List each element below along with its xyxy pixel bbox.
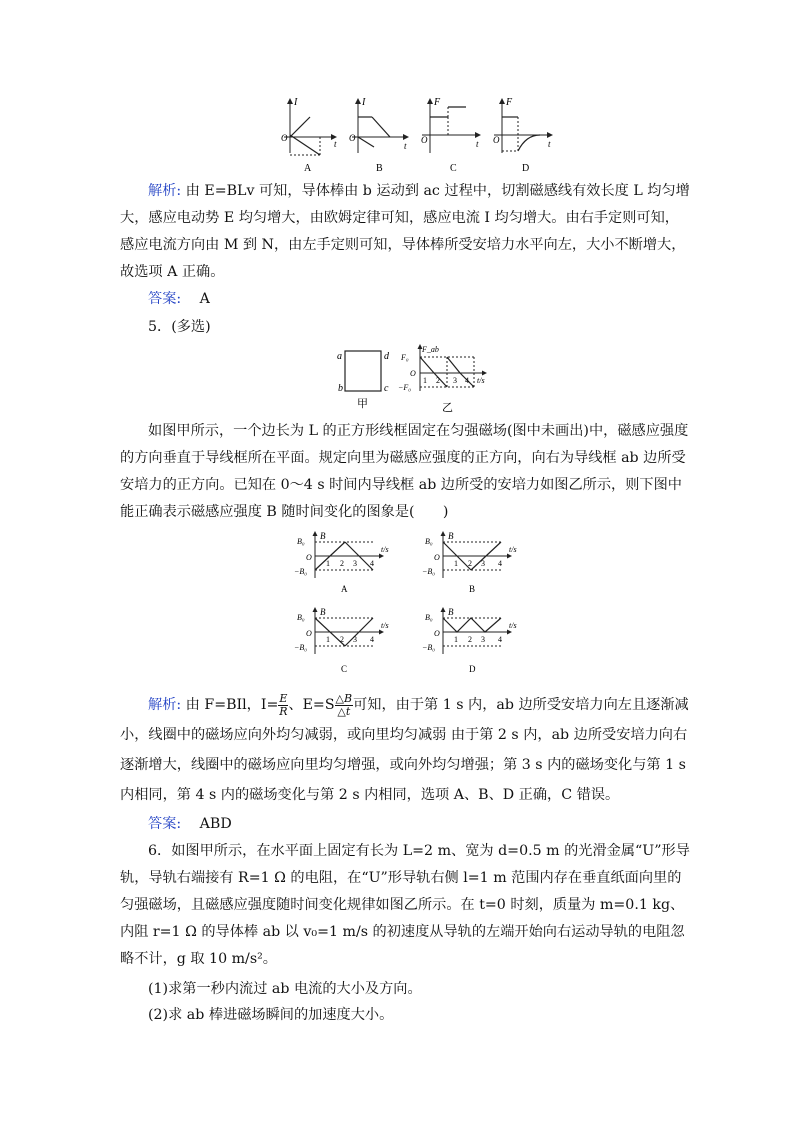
q5-analysis: 解析: 由 F=BIl，I= $\frac{E}{R}$ 、E=S $\frac{\triangle B}{\triangle t}$ 可知，由于第 1 s 内，ab 边所受安培力向左且逐渐减小，线圈中的磁场应向外均匀减弱，或向里均匀减弱 由于第 2 s 内，ab 边所受安培力向右逐渐增大，线圈中的磁场应向里均匀增强，或向外均匀增强；第 3 s 内的磁场变化与第 1 s 内相同，第 4 s 内的磁场变化与第 2 s 内相同，选项 A、B、D 正确，C 错误。 bbox=[120, 691, 689, 803]
svg-text:−B₀: −B₀ bbox=[294, 643, 308, 652]
svg-text:1: 1 bbox=[454, 635, 458, 644]
svg-text:4: 4 bbox=[370, 559, 374, 568]
caption-yi: 乙 bbox=[442, 402, 453, 414]
option-label-b: B bbox=[469, 584, 476, 594]
svg-text:O: O bbox=[306, 629, 312, 638]
q6-stem: 6．如图甲所示，在水平面上固定有长为 L=2 m、宽为 d=0.5 m 的光滑金属“U”形导轨，导轨右端接有 R=1 Ω 的电阻，在“U”形导轨右侧 l=1 m 范围内存在垂直纸面向里的匀强磁场，且磁感应强度随时间变化规律如图乙所示。在 t=0 时刻，质量为 m=0.1 kg、内阻 r=1 Ω 的导体棒 ab 以 v₀=1 m/s 的初速度从导轨的左端开始向右运动导轨的电阻忽略不计，g 取 10 m/s²。 bbox=[120, 843, 690, 967]
svg-text:F₀: F₀ bbox=[401, 353, 409, 362]
q4-analysis-text: 由 E=BLv 可知，导体棒由 b 运动到 ac 过程中，切割磁感线有效长度 L 均匀增大，感应电动势 E 均匀增大，由欧姆定律可知，感应电流 I 均匀增大。由右手定则可知，感应电流方向由 M 到 N，由左手定则可知，导体棒所受安培力水平向左，大小不断增大，故选项 A 正确。 bbox=[120, 183, 690, 280]
svg-text:−B₀: −B₀ bbox=[422, 567, 436, 576]
label-b: B bbox=[376, 163, 383, 174]
svg-text:B: B bbox=[448, 607, 454, 617]
label-d: D bbox=[522, 163, 530, 174]
svg-text:3: 3 bbox=[453, 376, 457, 385]
svg-text:O: O bbox=[493, 135, 500, 145]
top-option-graphs bbox=[270, 95, 560, 175]
svg-text:B: B bbox=[320, 531, 326, 541]
svg-text:t/s: t/s bbox=[381, 545, 389, 554]
svg-text:t: t bbox=[334, 139, 337, 149]
svg-text:2: 2 bbox=[436, 376, 440, 385]
svg-text:−B₀: −B₀ bbox=[294, 567, 308, 576]
svg-text:1: 1 bbox=[326, 559, 330, 568]
svg-text:−F₀: −F₀ bbox=[398, 383, 412, 392]
analysis-label: 解析: bbox=[148, 183, 182, 199]
graph-c bbox=[421, 97, 480, 174]
axis-label-f: F bbox=[434, 97, 441, 108]
q4-answer bbox=[148, 287, 210, 311]
svg-text:O: O bbox=[434, 629, 440, 638]
svg-text:B₀: B₀ bbox=[297, 613, 305, 622]
svg-text:b: b bbox=[338, 383, 343, 394]
option-graph-b bbox=[422, 531, 517, 594]
svg-text:F_ab: F_ab bbox=[422, 345, 439, 354]
option-graph-a bbox=[294, 531, 389, 594]
svg-text:O: O bbox=[421, 135, 428, 145]
svg-text:2: 2 bbox=[340, 559, 344, 568]
svg-text:1: 1 bbox=[423, 376, 427, 385]
svg-text:t: t bbox=[404, 141, 407, 151]
option-label-a: A bbox=[341, 584, 348, 594]
caption-jia: 甲 bbox=[357, 398, 368, 410]
label-c: C bbox=[450, 163, 457, 174]
svg-text:c: c bbox=[384, 383, 389, 394]
answer-label: 答案: bbox=[148, 291, 182, 307]
svg-text:−B₀: −B₀ bbox=[422, 643, 436, 652]
svg-text:O: O bbox=[349, 133, 356, 143]
svg-text:I: I bbox=[362, 97, 366, 108]
svg-text:4: 4 bbox=[370, 635, 374, 644]
svg-text:t: t bbox=[548, 139, 551, 149]
svg-text:B₀: B₀ bbox=[297, 537, 305, 546]
svg-text:3: 3 bbox=[353, 635, 357, 644]
q5-heading: 5．(多选) bbox=[148, 319, 211, 335]
option-label-d: D bbox=[469, 664, 476, 674]
svg-text:O: O bbox=[410, 369, 416, 378]
q5-option-graphs bbox=[293, 530, 533, 680]
answer-label: 答案: bbox=[148, 816, 182, 832]
svg-text:t: t bbox=[476, 139, 479, 149]
svg-text:d: d bbox=[384, 351, 389, 362]
option-graph-d bbox=[422, 607, 517, 674]
answer-value: A bbox=[199, 291, 210, 307]
svg-text:3: 3 bbox=[481, 559, 485, 568]
svg-text:4: 4 bbox=[498, 559, 502, 568]
svg-text:O: O bbox=[434, 553, 440, 562]
svg-text:O: O bbox=[281, 133, 288, 143]
fraction-dphi-over-dt: $\frac{\triangle B}{\triangle t}$ bbox=[335, 691, 353, 718]
svg-text:3: 3 bbox=[481, 635, 485, 644]
q5-stem: 如图甲所示，一个边长为 L 的正方形线框固定在匀强磁场(图中未画出)中，磁感应强度的方向垂直于导线框所在平面。规定向里为磁感应强度的正方向，向右为导线框 ab 边所受安培力的正方向。已知在 0～4 s 时间内导线框 ab 边所受的安培力如图乙所示，则下图中能正确表示磁感应强度 B 随时间变化的图象是( ) bbox=[120, 423, 689, 520]
graph-a bbox=[281, 97, 337, 174]
svg-text:O: O bbox=[306, 553, 312, 562]
label-a: A bbox=[304, 163, 312, 174]
q6-sub2: (2)求 ab 棒进磁场瞬间的加速度大小。 bbox=[148, 1007, 394, 1023]
svg-text:4: 4 bbox=[465, 376, 469, 385]
svg-text:B: B bbox=[448, 531, 454, 541]
svg-text:a: a bbox=[337, 351, 342, 362]
svg-text:t/s: t/s bbox=[381, 621, 389, 630]
fraction-e-over-r: $\frac{E}{R}$ bbox=[279, 691, 288, 718]
option-graph-c bbox=[294, 607, 389, 674]
svg-text:F: F bbox=[506, 97, 513, 108]
svg-text:2: 2 bbox=[340, 635, 344, 644]
fig-yi-force-graph bbox=[398, 343, 498, 415]
svg-text:B: B bbox=[320, 607, 326, 617]
q5-answer bbox=[148, 812, 232, 836]
q6-sub1: (1)求第一秒内流过 ab 电流的大小及方向。 bbox=[148, 981, 422, 997]
svg-text:4: 4 bbox=[498, 635, 502, 644]
svg-text:B₀: B₀ bbox=[425, 537, 433, 546]
option-label-c: C bbox=[341, 664, 348, 674]
svg-text:1: 1 bbox=[454, 559, 458, 568]
svg-text:2: 2 bbox=[468, 635, 472, 644]
graph-b bbox=[349, 97, 408, 174]
graph-d bbox=[493, 97, 552, 174]
svg-text:t/s: t/s bbox=[509, 545, 517, 554]
answer-value: ABD bbox=[199, 816, 232, 832]
svg-text:2: 2 bbox=[468, 559, 472, 568]
analysis-label: 解析: bbox=[148, 697, 182, 713]
svg-text:1: 1 bbox=[326, 635, 330, 644]
svg-text:t/s: t/s bbox=[477, 376, 485, 385]
axis-label-i: I bbox=[294, 97, 298, 108]
q4-analysis bbox=[120, 178, 690, 286]
svg-text:t/s: t/s bbox=[509, 621, 517, 630]
svg-text:3: 3 bbox=[353, 559, 357, 568]
svg-text:B₀: B₀ bbox=[425, 613, 433, 622]
fig-jia-square-loop bbox=[335, 345, 395, 415]
